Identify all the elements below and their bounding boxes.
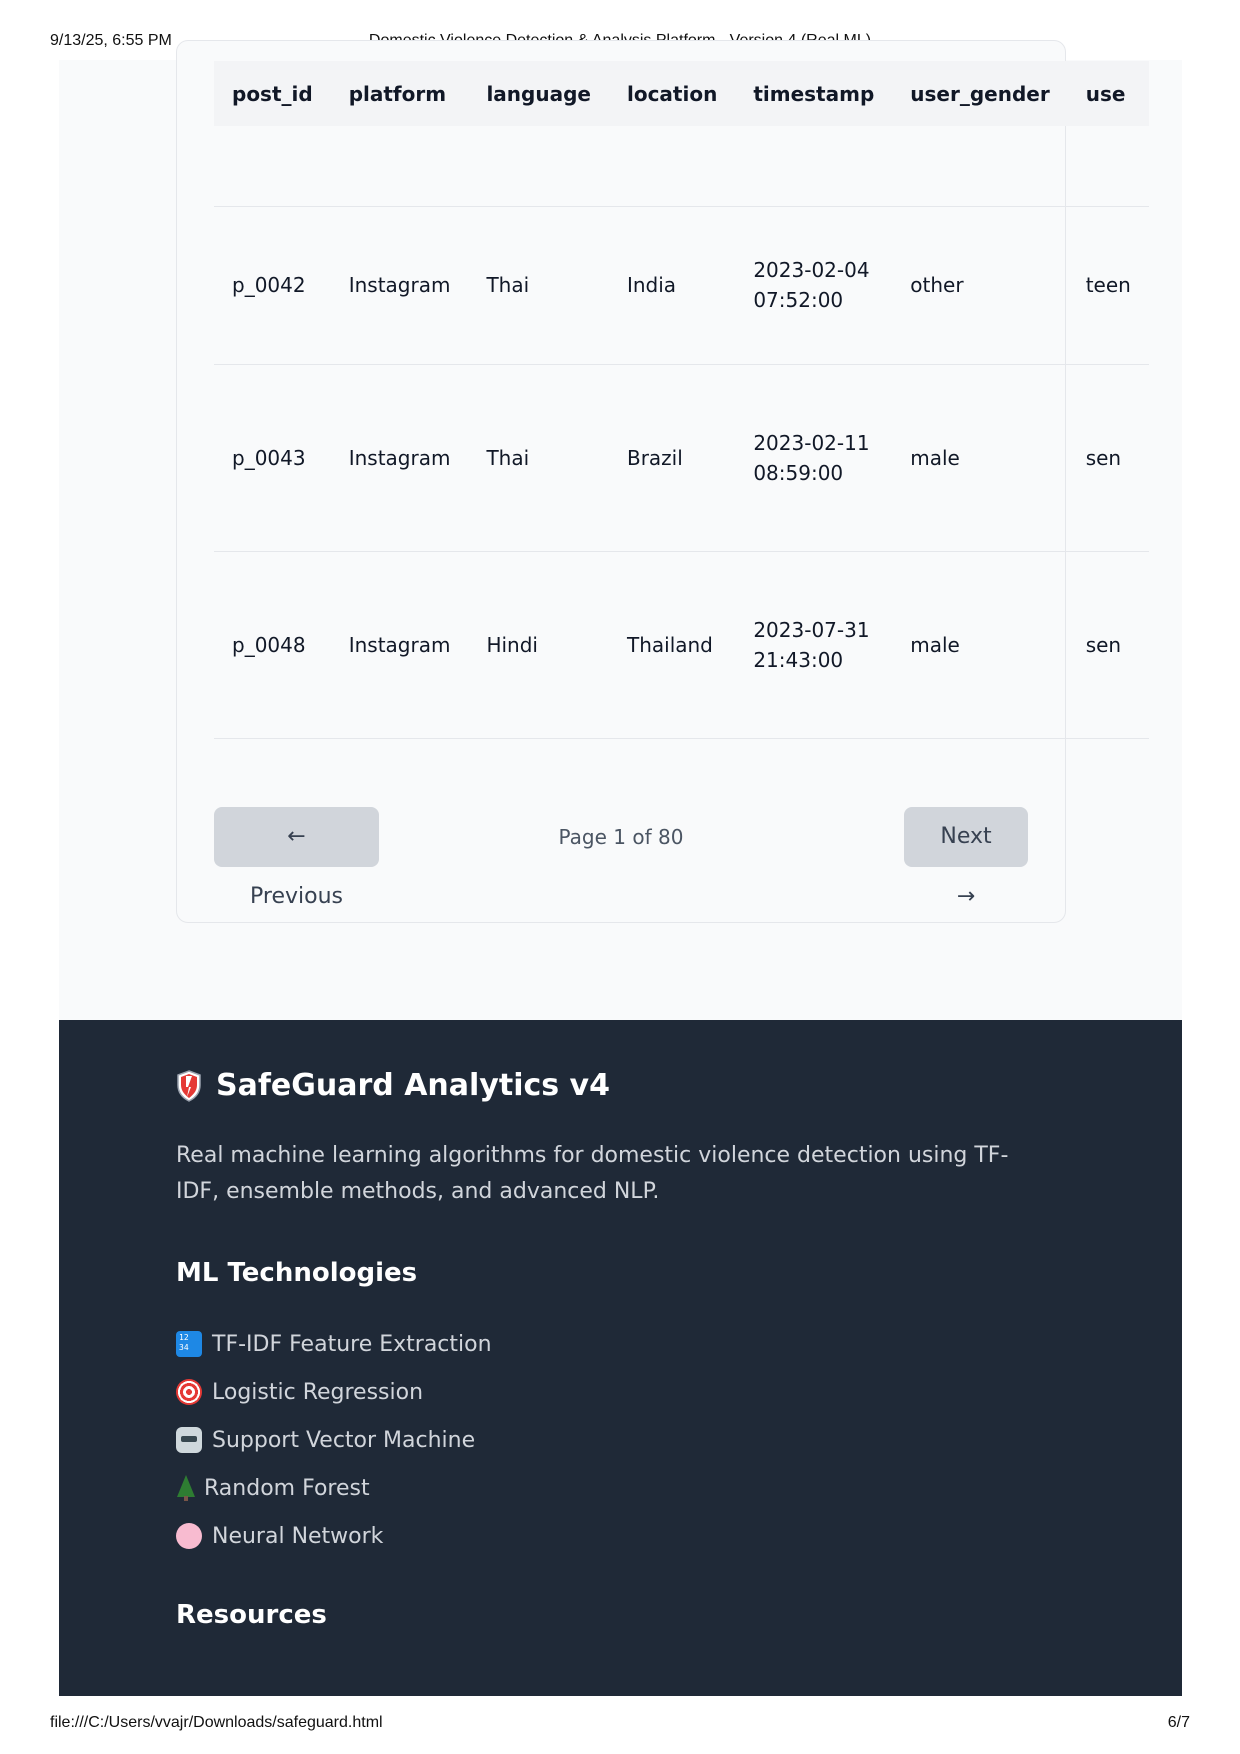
page-indicator: Page 1 of 80 — [558, 825, 684, 849]
tree-icon — [176, 1475, 196, 1501]
tech-label: Logistic Regression — [212, 1379, 424, 1405]
tech-label: Neural Network — [212, 1523, 384, 1549]
cell-user-age: sen — [1085, 445, 1122, 470]
table-row — [214, 551, 1149, 738]
previous-page-button[interactable]: ← Previous — [214, 807, 379, 867]
cell-location: India — [626, 273, 677, 297]
table-row-partial — [214, 126, 1149, 206]
site-footer — [59, 1020, 1182, 1696]
page-content — [59, 60, 1182, 1696]
cell-user-age: teen — [1085, 273, 1131, 297]
cell-timestamp: 2023-02-11 08:59:00 — [753, 430, 870, 485]
tech-label: TF-IDF Feature Extraction — [212, 1331, 492, 1357]
column-header[interactable]: user_gender — [892, 61, 1067, 126]
list-item — [176, 1512, 492, 1560]
table-row — [214, 364, 1149, 551]
cell-platform: Instagram — [348, 632, 451, 657]
column-header[interactable]: platform — [331, 61, 469, 126]
resources-heading: Resources — [176, 1600, 327, 1630]
posts-table-card — [176, 40, 1131, 923]
robot-icon — [176, 1427, 202, 1453]
column-header[interactable]: post_id — [214, 61, 331, 126]
list-item — [176, 1368, 492, 1416]
cell-platform: Instagram — [348, 273, 451, 297]
column-header[interactable]: use — [1068, 61, 1149, 126]
cell-post-id: p_0042 — [232, 273, 306, 297]
cell-location: Thailand — [626, 632, 713, 657]
column-header[interactable]: location — [609, 61, 735, 126]
cell-user-gender: other — [910, 273, 964, 297]
numbers-icon — [176, 1331, 202, 1357]
tech-label: Random Forest — [204, 1475, 370, 1501]
brain-icon — [176, 1523, 202, 1549]
cell-platform: Instagram — [348, 445, 451, 470]
cell-post-id: p_0048 — [232, 632, 306, 657]
footer-brand — [176, 1068, 610, 1103]
cell-language: Hindi — [486, 632, 538, 657]
print-footer — [0, 1714, 1240, 1754]
shield-icon — [176, 1070, 202, 1102]
ml-technologies-heading: ML Technologies — [176, 1258, 418, 1288]
print-page-counter: 6/7 — [1167, 1714, 1190, 1731]
brand-name: SafeGuard Analytics v4 — [216, 1068, 610, 1103]
tech-label: Support Vector Machine — [212, 1427, 476, 1453]
ml-technologies-list — [176, 1320, 492, 1560]
print-header — [0, 0, 1240, 49]
print-datetime: 9/13/25, 6:55 PM — [50, 32, 172, 49]
footer-description: Real machine learning algorithms for domestic violence detection using TF-IDF, ensemble methods, and advanced NLP. — [176, 1143, 1009, 1204]
print-file-url: file:///C:/Users/vvajr/Downloads/safeguard.html — [50, 1714, 383, 1731]
list-item — [176, 1320, 492, 1368]
column-header[interactable]: language — [468, 61, 609, 126]
cell-user-gender: male — [910, 632, 960, 657]
cell-location: Brazil — [626, 445, 683, 470]
next-page-button[interactable]: Next → — [904, 807, 1028, 867]
cell-language: Thai — [486, 273, 530, 297]
target-icon — [176, 1379, 202, 1405]
cell-language: Thai — [486, 445, 530, 470]
table-row — [214, 206, 1149, 364]
list-item — [176, 1464, 492, 1512]
list-item — [176, 1416, 492, 1464]
pagination — [214, 807, 1028, 909]
cell-post-id: p_0043 — [232, 445, 306, 470]
cell-timestamp: 2023-02-04 07:52:00 — [753, 258, 870, 312]
posts-table — [214, 61, 1149, 739]
cell-user-age: sen — [1085, 632, 1122, 657]
cell-user-gender: male — [910, 445, 960, 470]
cell-timestamp: 2023-07-31 21:43:00 — [753, 617, 870, 672]
table-scroll-container[interactable] — [214, 61, 1131, 739]
column-header[interactable]: timestamp — [735, 61, 892, 126]
table-header-row — [214, 61, 1149, 126]
